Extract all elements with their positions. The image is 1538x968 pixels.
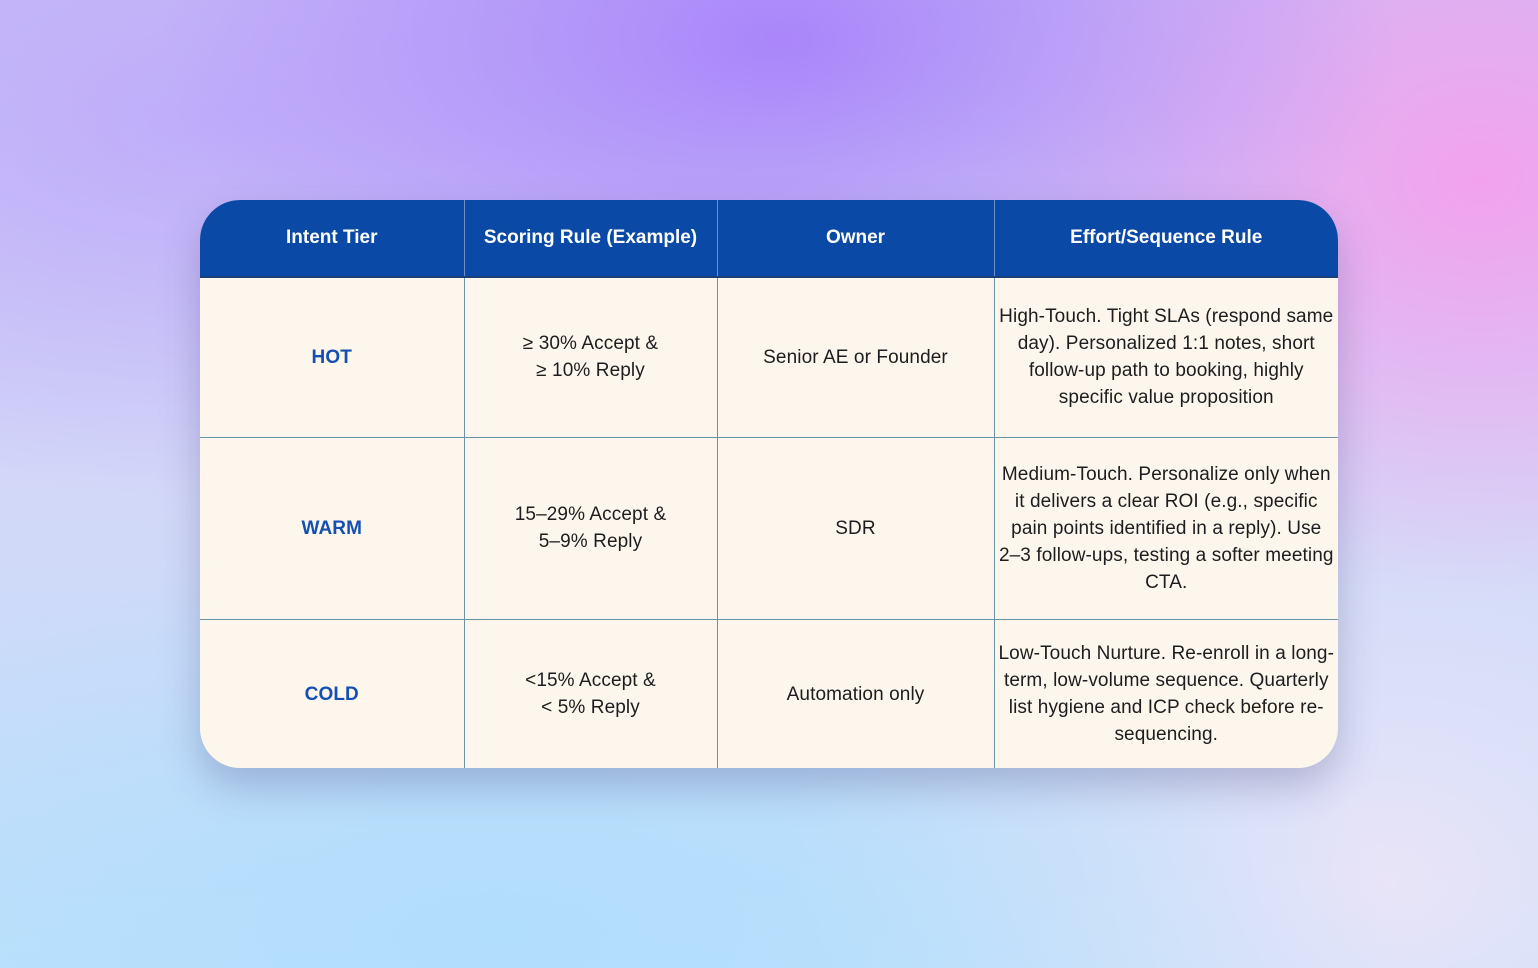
intent-tier-table	[200, 200, 1338, 768]
tier-cell: WARM	[200, 437, 464, 619]
scoring-rule-line: < 5% Reply	[541, 697, 640, 719]
scoring-rule-cell	[464, 437, 717, 619]
header-scoring-rule: Scoring Rule (Example)	[464, 200, 717, 277]
table-row-warm	[200, 437, 1338, 619]
owner-cell: Automation only	[717, 619, 994, 768]
intent-tier-table-card	[200, 200, 1338, 768]
effort-rule-cell: Low-Touch Nurture. Re-enroll in a long-term, low-volume sequence. Quarterly list hygiene and ICP check before re-sequencing.	[998, 643, 1334, 746]
owner-cell: SDR	[717, 437, 994, 619]
effort-rule-cell: Medium-Touch. Personalize only when it delivers a clear ROI (e.g., specific pain points identified in a reply). Use 2–3 follow-ups, testing a softer meeting CTA.	[994, 437, 1338, 619]
table-header	[200, 200, 1338, 277]
scoring-rule-line: ≥ 10% Reply	[536, 360, 645, 382]
scoring-rule-line: ≥ 30% Accept &	[522, 333, 659, 355]
tier-cell: HOT	[200, 277, 464, 437]
owner-cell: Senior AE or Founder	[717, 277, 994, 437]
header-effort-sequence-rule: Effort/Sequence Rule	[994, 200, 1338, 277]
scoring-rule-line: 5–9% Reply	[538, 531, 643, 552]
table-row-cold	[200, 619, 1338, 768]
header-owner: Owner	[717, 200, 994, 277]
effort-rule-cell: High-Touch. Tight SLAs (respond same day). Personalized 1:1 notes, short follow-up path to booking, highly specific value proposition	[994, 277, 1338, 437]
header-intent-tier: Intent Tier	[200, 200, 464, 277]
scoring-rule-cell	[464, 619, 717, 768]
scoring-rule-cell	[464, 277, 717, 437]
scoring-rule-line: <15% Accept &	[525, 670, 656, 692]
tier-cell: COLD	[200, 619, 464, 768]
scoring-rule-line: 15–29% Accept &	[514, 504, 667, 525]
table-row-hot	[200, 277, 1338, 437]
